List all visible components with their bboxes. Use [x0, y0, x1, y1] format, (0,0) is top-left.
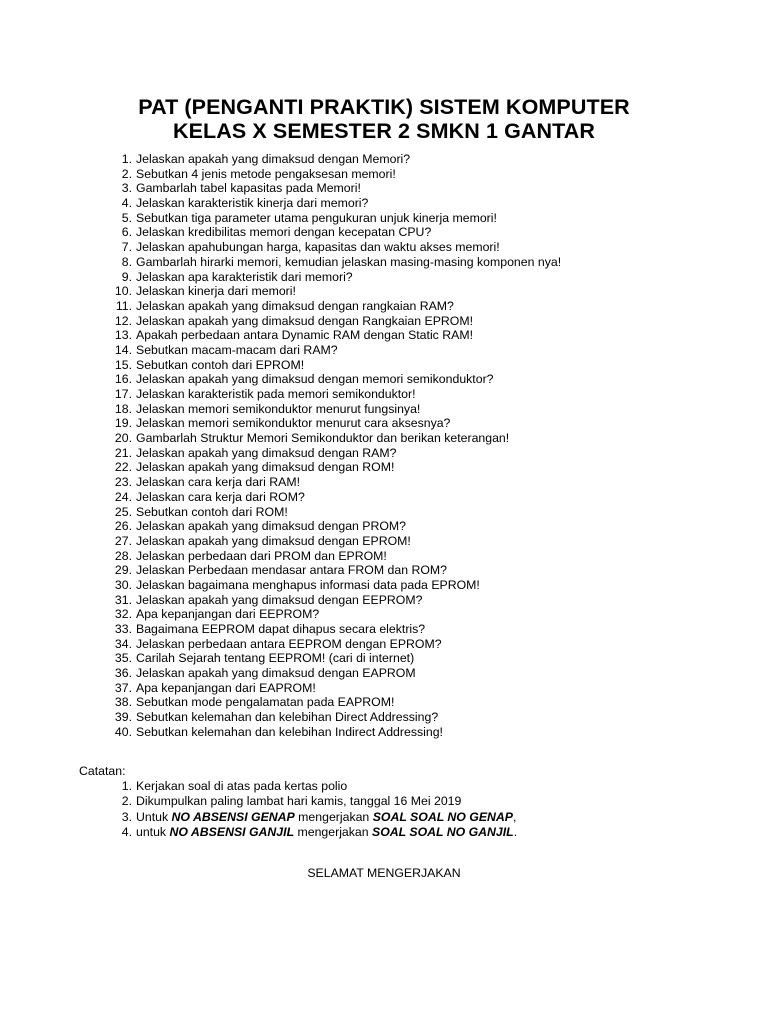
question-text: Jelaskan apakah yang dimaksud dengan memori semikonduktor? — [136, 372, 494, 387]
question-number: 31. — [114, 592, 132, 607]
question-text: Jelaskan apakah yang dimaksud dengan Memori? — [136, 152, 411, 166]
question-number: 33. — [114, 622, 132, 636]
question-text: Jelaskan karakteristik kinerja dari memori? — [136, 196, 369, 211]
question-text: Jelaskan apakah yang dimaksud dengan EPROM! — [136, 533, 411, 548]
note-text-mid: mengerjakan — [294, 824, 373, 839]
question-text: Jelaskan cara kerja dari ROM? — [136, 489, 305, 504]
note-text: Dikumpulkan paling lambat hari kamis, tanggal 16 Mei 2019 — [136, 794, 462, 809]
question-text: Jelaskan apakah yang dimaksud dengan RAM? — [136, 445, 397, 460]
question-text: Jelaskan memori semikonduktor menurut fungsinya! — [136, 401, 421, 416]
question-number: 18. — [114, 401, 132, 416]
note-emphasis-soal-genap: SOAL SOAL NO GENAP — [372, 809, 514, 824]
question-number: 38. — [114, 695, 132, 710]
document-title-line-2: KELAS X SEMESTER 2 SMKN 1 GANTAR — [172, 119, 596, 143]
question-text: Carilah Sejarah tentang EEPROM! (cari di internet) — [136, 651, 415, 666]
question-number: 19. — [114, 416, 132, 431]
question-text: Apa kepanjangan dari EAPROM! — [136, 680, 316, 695]
question-number: 22. — [114, 460, 132, 475]
question-text: Sebutkan kelemahan dan kelebihan Direct Addressing? — [136, 710, 439, 725]
question-number: 40. — [114, 724, 132, 739]
question-text: Jelaskan apakah yang dimaksud dengan Rangkaian EPROM! — [136, 313, 474, 328]
notes-heading: Catatan: — [79, 764, 126, 778]
question-number: 37. — [114, 680, 132, 695]
question-number: 2. — [121, 166, 132, 181]
question-number: 4. — [121, 196, 132, 211]
question-number: 36. — [114, 666, 132, 681]
question-text: Jelaskan apakah yang dimaksud dengan ROM! — [136, 460, 395, 475]
question-text: Gambarlah hirarki memori, kemudian jelaskan masing-masing komponen nya! — [136, 254, 562, 269]
note-text: Kerjakan soal di atas pada kertas polio — [136, 779, 348, 793]
question-text: Sebutkan contoh dari ROM! — [136, 504, 288, 519]
question-number: 8. — [121, 254, 132, 269]
note-number: 2. — [121, 794, 132, 809]
note-number: 4. — [121, 824, 132, 839]
question-text: Sebutkan tiga parameter utama pengukuran unjuk kinerja memori! — [136, 210, 497, 225]
question-text: Jelaskan perbedaan dari PROM dan EPROM! — [136, 548, 387, 563]
note-text — [136, 810, 516, 825]
question-text: Jelaskan apakah yang dimaksud dengan EEPROM? — [136, 592, 423, 607]
question-number: 39. — [114, 710, 132, 725]
question-text: Apakah perbedaan antara Dynamic RAM dengan Static RAM! — [136, 328, 473, 343]
question-number: 12. — [114, 313, 132, 328]
note-text — [136, 825, 517, 840]
question-number: 21. — [114, 445, 132, 460]
question-number: 25. — [114, 504, 132, 519]
question-text: Gambarlah Struktur Memori Semikonduktor dan berikan keterangan! — [136, 431, 510, 446]
question-text: Jelaskan cara kerja dari RAM! — [136, 475, 301, 490]
note-emphasis-soal-ganjil: SOAL SOAL NO GANJIL — [372, 824, 514, 839]
question-number: 11. — [115, 298, 132, 313]
question-text: Sebutkan mode pengalamatan pada EAPROM! — [136, 695, 395, 710]
question-number: 10. — [114, 284, 132, 299]
question-text: Jelaskan perbedaan antara EEPROM dengan EPROM? — [136, 636, 442, 651]
closing-text: SELAMAT MENGERJAKAN — [307, 866, 461, 880]
note-text-post: . — [513, 824, 518, 839]
question-number: 16. — [114, 372, 132, 387]
question-number: 14. — [114, 342, 132, 357]
question-number: 24. — [114, 489, 132, 504]
question-text: Bagaimana EEPROM dapat dihapus secara elektris? — [136, 622, 426, 636]
question-text: Jelaskan kredibilitas memori dengan kecepatan CPU? — [136, 225, 432, 240]
question-number: 35. — [114, 651, 132, 666]
question-text: Sebutkan 4 jenis metode pengaksesan memori! — [136, 166, 396, 181]
question-text: Sebutkan contoh dari EPROM! — [136, 357, 305, 372]
question-number: 27. — [114, 533, 132, 548]
question-text: Apa kepanjangan dari EEPROM? — [136, 607, 320, 622]
question-number: 3. — [121, 181, 132, 196]
question-text: Gambarlah tabel kapasitas pada Memori! — [136, 181, 361, 196]
question-number: 34. — [114, 636, 132, 651]
question-number: 28. — [114, 548, 132, 563]
note-emphasis-absensi-genap: NO ABSENSI GENAP — [171, 809, 295, 824]
note-text-post: , — [513, 809, 517, 824]
note-number: 3. — [121, 809, 132, 824]
note-text-pre: untuk — [136, 824, 170, 839]
question-text: Jelaskan apakah yang dimaksud dengan PROM? — [136, 519, 407, 534]
question-number: 23. — [114, 475, 132, 490]
question-text: Sebutkan macam-macam dari RAM? — [136, 342, 338, 357]
question-text: Jelaskan memori semikonduktor menurut cara aksesnya? — [136, 416, 451, 431]
note-text-mid: mengerjakan — [294, 809, 373, 824]
question-number: 30. — [114, 577, 132, 592]
question-text: Jelaskan apakah yang dimaksud dengan EAPROM — [136, 666, 416, 681]
question-number: 6. — [121, 225, 132, 240]
note-number: 1. — [121, 779, 132, 793]
question-number: 13. — [114, 328, 132, 343]
question-number: 7. — [121, 240, 132, 255]
question-text: Jelaskan apakah yang dimaksud dengan rangkaian RAM? — [136, 298, 454, 313]
question-number: 32. — [114, 607, 132, 622]
note-emphasis-absensi-ganjil: NO ABSENSI GANJIL — [169, 824, 295, 839]
note-text-pre: Untuk — [136, 809, 172, 824]
question-text: Jelaskan bagaimana menghapus informasi data pada EPROM! — [136, 577, 480, 592]
question-text: Sebutkan kelemahan dan kelebihan Indirect Addressing! — [136, 724, 443, 739]
question-text: Jelaskan kinerja dari memori! — [136, 284, 296, 299]
question-number: 26. — [114, 519, 132, 534]
question-number: 9. — [121, 269, 132, 284]
question-number: 15. — [114, 357, 132, 372]
question-text: Jelaskan karakteristik pada memori semikonduktor! — [136, 387, 416, 401]
question-text: Jelaskan apa karakteristik dari memori? — [136, 269, 353, 284]
question-number: 29. — [114, 563, 132, 578]
question-number: 1. — [121, 152, 132, 166]
question-text: Jelaskan Perbedaan mendasar antara FROM dan ROM? — [136, 563, 447, 578]
question-number: 5. — [121, 210, 132, 225]
question-text: Jelaskan apahubungan harga, kapasitas dan waktu akses memori! — [136, 240, 500, 255]
question-number: 17. — [114, 387, 132, 401]
document-title-line-1: PAT (PENGANTI PRAKTIK) SISTEM KOMPUTER — [138, 95, 630, 119]
question-number: 20. — [114, 431, 132, 446]
